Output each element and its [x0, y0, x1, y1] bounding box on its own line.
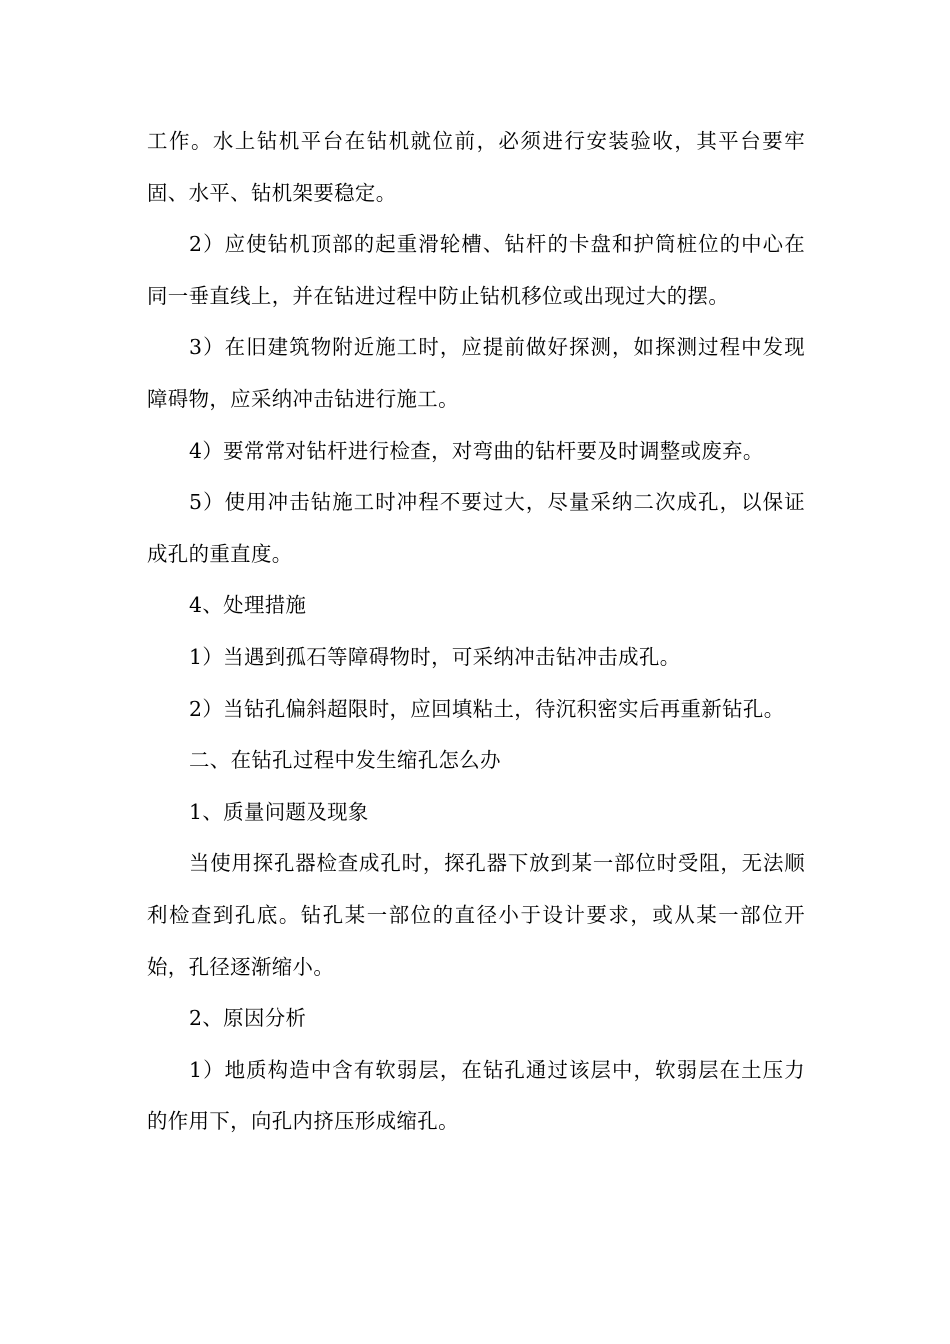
paragraph-4: 4）要常常对钻杆进行检查，对弯曲的钻杆要及时调整或废弃。	[189, 438, 764, 463]
section-heading-treatment: 4、处理措施	[189, 593, 307, 618]
document-page	[147, 116, 805, 1148]
paragraph-11: 当使用探孔器检查成孔时，探孔器下放到某一部位时受阻，无法顺利检查到孔底。钻孔某一部位的直径小于设计要求，或从某一部位开始，孔径逐渐缩小。	[147, 851, 805, 979]
paragraph-1: 工作。水上钻机平台在钻机就位前，必须进行安装验收，其平台要牢固、水平、钻机架要稳定。	[147, 129, 805, 205]
paragraph-5: 5）使用冲击钻施工时冲程不要过大，尽量采纳二次成孔，以保证成孔的重直度。	[147, 490, 805, 566]
paragraph-8: 2）当钻孔偏斜超限时，应回填粘土，待沉积密实后再重新钻孔。	[189, 696, 785, 721]
subsection-heading-cause: 2、原因分析	[189, 1006, 307, 1031]
paragraph-2: 2）应使钻机顶部的起重滑轮槽、钻杆的卡盘和护筒桩位的中心在同一垂直线上，并在钻进过程中防止钻机移位或出现过大的摆。	[147, 232, 805, 308]
paragraph-7: 1）当遇到孤石等障碍物时，可采纳冲击钻冲击成孔。	[189, 644, 681, 669]
subsection-heading-quality: 1、质量问题及现象	[189, 799, 369, 824]
paragraph-3: 3）在旧建筑物附近施工时，应提前做好探测，如探测过程中发现障碍物，应采纳冲击钻进行施工。	[147, 335, 805, 411]
paragraph-13: 1）地质构造中含有软弱层，在钻孔通过该层中，软弱层在土压力的作用下，向孔内挤压形成缩孔。	[147, 1057, 805, 1134]
section-heading-shrinkage: 二、在钻孔过程中发生缩孔怎么办	[189, 748, 501, 773]
